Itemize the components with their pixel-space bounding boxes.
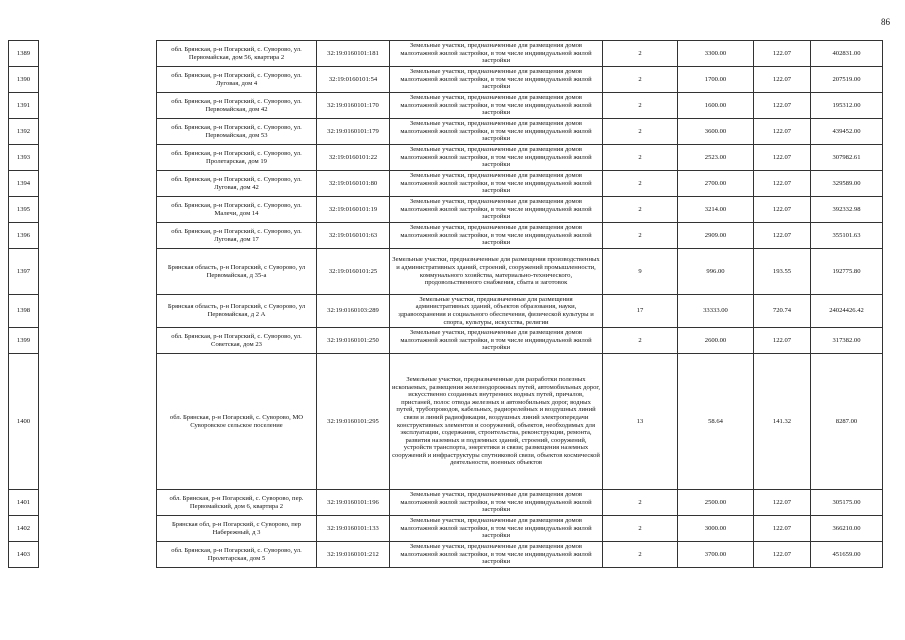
row-rate: 122.07	[754, 41, 811, 67]
row-address: Брянская область, р-н Погарский, с Суворово, ул Первомайская, д 35-а	[157, 249, 317, 295]
row-number: 1401	[9, 490, 39, 516]
row-rate: 141.32	[754, 354, 811, 490]
row-cadastral-number: 32:19:0160101:250	[317, 328, 390, 354]
row-value: 402831.00	[811, 41, 883, 67]
row-group: 2	[603, 516, 678, 542]
row-number: 1398	[9, 295, 39, 328]
row-cadastral-number: 32:19:0160101:133	[317, 516, 390, 542]
table-row	[9, 171, 883, 197]
row-cadastral-number: 32:19:0160101:179	[317, 119, 390, 145]
row-number: 1392	[9, 119, 39, 145]
row-address: обл. Брянская, р-н Погарский, с. Суворово, ул. Первомайская, дом 53	[157, 119, 317, 145]
row-number: 1397	[9, 249, 39, 295]
row-group: 17	[603, 295, 678, 328]
row-rate: 122.07	[754, 119, 811, 145]
row-cadastral-number: 32:19:0160101:19	[317, 197, 390, 223]
row-rate: 122.07	[754, 542, 811, 568]
row-land-use: Земельные участки, предназначенные для размещения домов малоэтажной жилой застройки, в том числе индивидуальной жилой застройки	[390, 119, 603, 145]
row-rate: 122.07	[754, 328, 811, 354]
table-row	[9, 41, 883, 67]
row-rate: 122.07	[754, 171, 811, 197]
row-area: 2523.00	[678, 145, 754, 171]
row-cadastral-number: 32:19:0160101:295	[317, 354, 390, 490]
row-group: 2	[603, 223, 678, 249]
row-land-use: Земельные участки, предназначенные для размещения домов малоэтажной жилой застройки, в том числе индивидуальной жилой застройки	[390, 197, 603, 223]
table-row	[9, 354, 883, 490]
row-value: 8287.00	[811, 354, 883, 490]
row-cadastral-number: 32:19:0160101:196	[317, 490, 390, 516]
row-area: 3214.00	[678, 197, 754, 223]
row-rate: 193.55	[754, 249, 811, 295]
row-group: 2	[603, 490, 678, 516]
row-address: обл. Брянская, р-н Погарский, с. Суворово, ул. Луговая, дом 42	[157, 171, 317, 197]
row-cadastral-number: 32:19:0160101:54	[317, 67, 390, 93]
table-row	[9, 67, 883, 93]
row-value: 195312.00	[811, 93, 883, 119]
row-group: 2	[603, 171, 678, 197]
row-group: 13	[603, 354, 678, 490]
row-rate: 122.07	[754, 516, 811, 542]
row-cadastral-number: 32:19:0160101:22	[317, 145, 390, 171]
table-row	[9, 119, 883, 145]
row-address: обл. Брянская, р-н Погарский, с. Суворово, ул. Советская, дом 23	[157, 328, 317, 354]
row-land-use: Земельные участки, предназначенные для размещения домов малоэтажной жилой застройки, в том числе индивидуальной жилой застройки	[390, 223, 603, 249]
table-row	[9, 516, 883, 542]
table-row	[9, 328, 883, 354]
row-number: 1394	[9, 171, 39, 197]
table-row	[9, 223, 883, 249]
row-number: 1395	[9, 197, 39, 223]
row-cadastral-number: 32:19:0160101:212	[317, 542, 390, 568]
row-land-use: Земельные участки, предназначенные для размещения домов малоэтажной жилой застройки, в том числе индивидуальной жилой застройки	[390, 516, 603, 542]
row-cadastral-number: 32:19:0160101:170	[317, 93, 390, 119]
row-area: 2700.00	[678, 171, 754, 197]
row-address: обл. Брянская, р-н Погарский, с. Суворово, ул. Пролетарская, дом 19	[157, 145, 317, 171]
row-group: 2	[603, 41, 678, 67]
row-rate: 720.74	[754, 295, 811, 328]
row-area: 33333.00	[678, 295, 754, 328]
row-rate: 122.07	[754, 67, 811, 93]
row-cadastral-number: 32:19:0160101:63	[317, 223, 390, 249]
row-land-use: Земельные участки, предназначенные для размещения домов малоэтажной жилой застройки, в том числе индивидуальной жилой застройки	[390, 93, 603, 119]
row-group: 2	[603, 67, 678, 93]
row-address: Брянская область, р-н Погарский, с Суворово, ул Первомайская, д 2 А	[157, 295, 317, 328]
row-number: 1390	[9, 67, 39, 93]
row-value: 317382.00	[811, 328, 883, 354]
row-value: 305175.00	[811, 490, 883, 516]
row-group: 9	[603, 249, 678, 295]
row-value: 355101.63	[811, 223, 883, 249]
table-body	[9, 41, 883, 568]
row-spacer	[39, 354, 157, 490]
row-number: 1393	[9, 145, 39, 171]
row-number: 1396	[9, 223, 39, 249]
row-spacer	[39, 197, 157, 223]
row-value: 207519.00	[811, 67, 883, 93]
row-value: 192775.80	[811, 249, 883, 295]
row-address: обл. Брянская, р-н Погарский, с. Суворово, пер. Первомайский, дом 6, квартира 2	[157, 490, 317, 516]
row-group: 2	[603, 542, 678, 568]
row-group: 2	[603, 197, 678, 223]
row-area: 1700.00	[678, 67, 754, 93]
row-rate: 122.07	[754, 223, 811, 249]
row-land-use: Земельные участки, предназначенные для размещения домов малоэтажной жилой застройки, в том числе индивидуальной жилой застройки	[390, 171, 603, 197]
row-spacer	[39, 516, 157, 542]
table-row	[9, 490, 883, 516]
row-address: обл. Брянская, р-н Погарский, с. Суворово, МО Суворовское сельское поселение	[157, 354, 317, 490]
row-value: 392332.98	[811, 197, 883, 223]
table-row	[9, 249, 883, 295]
row-number: 1403	[9, 542, 39, 568]
row-land-use: Земельные участки, предназначенные для размещения домов малоэтажной жилой застройки, в том числе индивидуальной жилой застройки	[390, 328, 603, 354]
row-value: 439452.00	[811, 119, 883, 145]
row-address: обл. Брянская, р-н Погарский, с. Суворово, ул. Луговая, дом 17	[157, 223, 317, 249]
table-row	[9, 197, 883, 223]
row-number: 1400	[9, 354, 39, 490]
row-cadastral-number: 32:19:0160103:289	[317, 295, 390, 328]
row-area: 996.00	[678, 249, 754, 295]
table-row	[9, 93, 883, 119]
row-rate: 122.07	[754, 145, 811, 171]
row-area: 2909.00	[678, 223, 754, 249]
row-value: 329589.00	[811, 171, 883, 197]
row-land-use: Земельные участки, предназначенные для размещения домов малоэтажной жилой застройки, в том числе индивидуальной жилой застройки	[390, 490, 603, 516]
row-area: 1600.00	[678, 93, 754, 119]
row-spacer	[39, 119, 157, 145]
row-address: обл. Брянская, р-н Погарский, с. Суворово, ул. Первомайская, дом 42	[157, 93, 317, 119]
row-cadastral-number: 32:19:0160101:80	[317, 171, 390, 197]
row-number: 1402	[9, 516, 39, 542]
row-spacer	[39, 295, 157, 328]
row-spacer	[39, 249, 157, 295]
row-land-use: Земельные участки, предназначенные для размещения административных зданий, объектов образования, науки, здравоохранения и социального обеспечения, физической культуры и спорта, культуры, искусства, религии	[390, 295, 603, 328]
row-land-use: Земельные участки, предназначенные для размещения домов малоэтажной жилой застройки, в том числе индивидуальной жилой застройки	[390, 41, 603, 67]
row-group: 2	[603, 145, 678, 171]
row-address: обл. Брянская, р-н Погарский, с. Суворово, ул. Пролетарская, дом 5	[157, 542, 317, 568]
row-address: обл. Брянская, р-н Погарский, с. Суворово, ул. Луговая, дом 4	[157, 67, 317, 93]
table-row	[9, 542, 883, 568]
table-row	[9, 295, 883, 328]
row-cadastral-number: 32:19:0160101:25	[317, 249, 390, 295]
row-spacer	[39, 171, 157, 197]
table-row	[9, 145, 883, 171]
row-land-use: Земельные участки, предназначенные для размещения домов малоэтажной жилой застройки, в том числе индивидуальной жилой застройки	[390, 145, 603, 171]
row-spacer	[39, 328, 157, 354]
row-cadastral-number: 32:19:0160101:181	[317, 41, 390, 67]
row-area: 58.64	[678, 354, 754, 490]
row-area: 2600.00	[678, 328, 754, 354]
row-land-use: Земельные участки, предназначенные для размещения производственных и административных зданий, строений, сооружений промышленности, коммунального хозяйства, материально-технического, продовольственного снабжения, сбыта и заготовок	[390, 249, 603, 295]
row-number: 1399	[9, 328, 39, 354]
row-group: 2	[603, 119, 678, 145]
row-spacer	[39, 41, 157, 67]
row-address: Брянская обл, р-н Погарский, с Суворово, пер Набережный, д 3	[157, 516, 317, 542]
row-address: обл. Брянская, р-н Погарский, с. Суворово, ул. Малечи, дом 14	[157, 197, 317, 223]
row-spacer	[39, 223, 157, 249]
row-area: 2500.00	[678, 490, 754, 516]
row-land-use: Земельные участки, предназначенные для разработки полезных ископаемых, размещения железнодорожных путей, автомобильных дорог, искусственно созданных внутренних водных путей, причалов, пристаней, полос отвода железных и автомобильных дорог, водных путей, трубопроводов, кабельных, радиорелейных и воздушных линий связи и линий радиофикации, воздушных линий электропередачи конструктивных элементов и сооружений, объектов, необходимых для эксплуатации, содержания, строительства, реконструкции, ремонта, развития наземных и подземных зданий, строений, сооружений, устройств транспорта, энергетики и связи; размещения наземных сооружений и инфраструктуры спутниковой связи, объектов космической деятельности, военных объектов	[390, 354, 603, 490]
row-address: обл. Брянская, р-н Погарский, с. Суворово, ул. Первомайская, дом 56, квартира 2	[157, 41, 317, 67]
row-rate: 122.07	[754, 93, 811, 119]
row-rate: 122.07	[754, 197, 811, 223]
row-spacer	[39, 67, 157, 93]
row-number: 1391	[9, 93, 39, 119]
row-land-use: Земельные участки, предназначенные для размещения домов малоэтажной жилой застройки, в том числе индивидуальной жилой застройки	[390, 67, 603, 93]
land-registry-table	[8, 40, 883, 568]
row-value: 307982.61	[811, 145, 883, 171]
row-number: 1389	[9, 41, 39, 67]
row-value: 366210.00	[811, 516, 883, 542]
row-area: 3300.00	[678, 41, 754, 67]
row-value: 451659.00	[811, 542, 883, 568]
row-spacer	[39, 93, 157, 119]
row-group: 2	[603, 328, 678, 354]
row-land-use: Земельные участки, предназначенные для размещения домов малоэтажной жилой застройки, в том числе индивидуальной жилой застройки	[390, 542, 603, 568]
row-rate: 122.07	[754, 490, 811, 516]
row-spacer	[39, 145, 157, 171]
row-spacer	[39, 490, 157, 516]
row-area: 3700.00	[678, 542, 754, 568]
page-number: 86	[881, 17, 890, 27]
row-group: 2	[603, 93, 678, 119]
row-spacer	[39, 542, 157, 568]
row-area: 3000.00	[678, 516, 754, 542]
row-area: 3600.00	[678, 119, 754, 145]
row-value: 24024426.42	[811, 295, 883, 328]
